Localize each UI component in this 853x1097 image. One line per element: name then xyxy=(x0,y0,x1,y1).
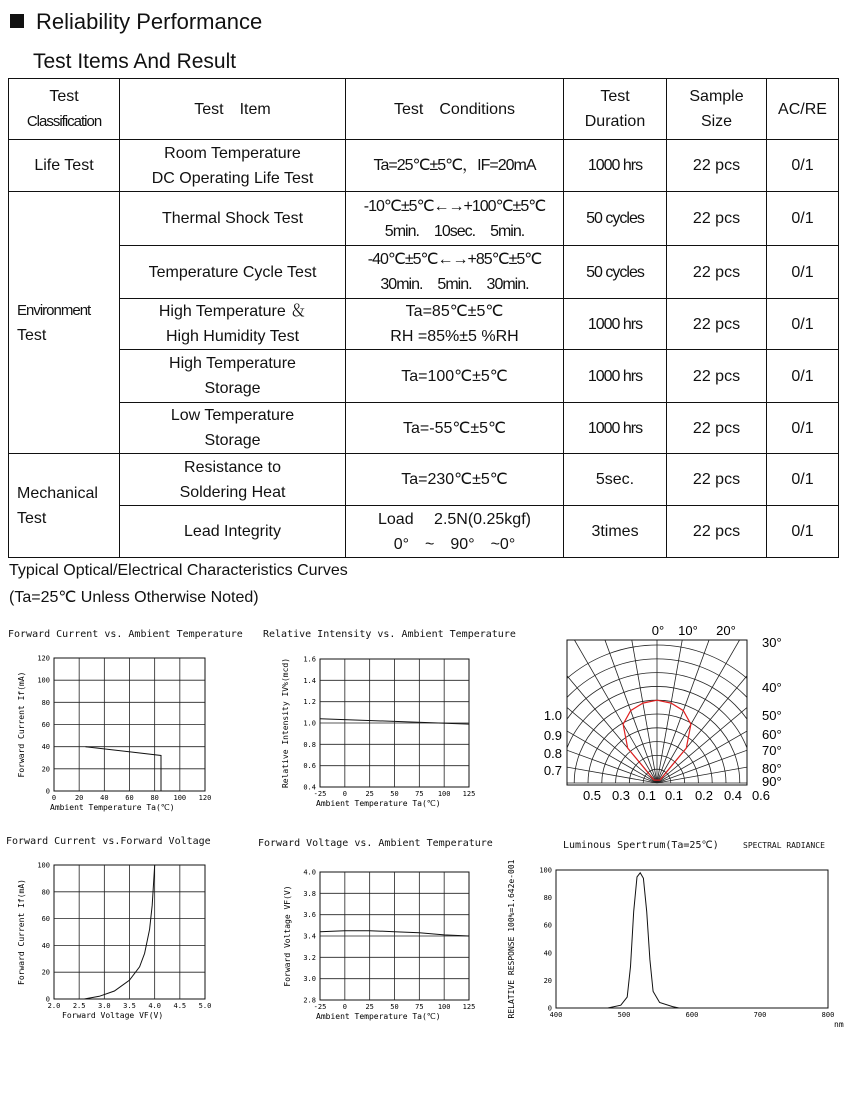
y-tick-label: 2.8 xyxy=(303,996,316,1005)
sample-size: 22 pcs xyxy=(667,140,767,192)
x-axis-label: Ambient Temperature Ta(℃) xyxy=(316,799,441,808)
x-tick-label: 5.0 xyxy=(198,1002,212,1010)
x-tick-label: 25 xyxy=(365,790,374,798)
chart-forward-current-vs-temp xyxy=(0,645,240,815)
x-tick-label: 4.5 xyxy=(173,1002,187,1010)
x-tick-label: 400 xyxy=(549,1011,563,1019)
test-item: Room Temperature DC Operating Life Test xyxy=(120,140,346,192)
radial-label: 0.8 xyxy=(543,746,562,761)
classification-mechanical: Mechanical Test xyxy=(9,454,120,558)
x-tick-label: 75 xyxy=(415,790,424,798)
sample-size: 22 pcs xyxy=(667,454,767,506)
x-tick-label: 100 xyxy=(437,790,451,798)
test-conditions: -10℃±5℃←→+100℃±5℃ 5min. 10sec. 5min. xyxy=(346,192,564,246)
test-duration: 1000 hrs xyxy=(564,140,667,192)
sample-size: 22 pcs xyxy=(667,350,767,403)
y-tick-label: 0 xyxy=(45,995,50,1004)
angle-label: 80° xyxy=(762,761,782,776)
y-tick-label: 3.8 xyxy=(303,889,316,898)
test-duration: 50 cycles xyxy=(564,192,667,246)
y-tick-label: 0.8 xyxy=(303,740,316,749)
ac-re: 0/1 xyxy=(767,299,839,350)
x-tick-label: 2.0 xyxy=(47,1002,61,1010)
y-tick-label: 1.0 xyxy=(303,719,316,728)
ac-re: 0/1 xyxy=(767,192,839,246)
chart-radiation-pattern xyxy=(530,625,780,810)
x-axis-label: Ambient Temperature Ta(℃) xyxy=(50,803,175,812)
chart-luminous-spectrum xyxy=(500,860,853,1030)
test-conditions: Ta=25℃±5℃，IF=20mA xyxy=(346,140,564,192)
header-acre: AC/RE xyxy=(767,79,839,140)
y-tick-label: 3.4 xyxy=(303,932,316,941)
y-tick-label: 3.6 xyxy=(303,911,316,920)
angle-label: 10° xyxy=(678,623,698,638)
x-tick-label: 3.0 xyxy=(98,1002,111,1010)
x-tick-label: 120 xyxy=(198,794,212,802)
series-line xyxy=(84,865,155,999)
y-tick-label: 0.4 xyxy=(303,783,316,792)
y-axis-label: Forward Current If(mA) xyxy=(17,671,26,778)
x-tick-label: -25 xyxy=(313,790,327,798)
x-tick-label: 100 xyxy=(437,1003,451,1011)
x-tick-label: 700 xyxy=(753,1011,767,1019)
table-row xyxy=(9,299,839,350)
x-tick-label: 2.5 xyxy=(72,1002,86,1010)
section-title xyxy=(10,9,262,35)
radial-label: 1.0 xyxy=(543,708,562,723)
y-tick-label: 1.4 xyxy=(303,676,316,685)
test-conditions: Ta=100℃±5℃ xyxy=(346,350,564,403)
x-tick-label: 20 xyxy=(74,794,84,802)
y-tick-label: 100 xyxy=(37,676,50,685)
test-conditions: Load 2.5N(0.25kgf) 0° ~ 90° ~0° xyxy=(346,506,564,558)
y-axis-label: Forward Voltage VF(V) xyxy=(283,885,292,987)
test-item: Resistance to Soldering Heat xyxy=(120,454,346,506)
x-tick-label: -25 xyxy=(313,1003,327,1011)
test-duration: 1000 hrs xyxy=(564,299,667,350)
test-duration: 50 cycles xyxy=(564,246,667,299)
y-tick-label: 0 xyxy=(45,787,50,796)
y-tick-label: 3.2 xyxy=(303,953,316,962)
y-tick-label: 120 xyxy=(37,654,50,663)
y-tick-label: 60 xyxy=(41,721,50,729)
x-tick-label: 800 xyxy=(821,1011,835,1019)
ac-re: 0/1 xyxy=(767,246,839,299)
x-axis-label: nm xyxy=(834,1020,844,1029)
x-axis-label: Ambient Temperature Ta(℃) xyxy=(316,1012,441,1021)
test-duration: 5sec. xyxy=(564,454,667,506)
y-tick-label: 20 xyxy=(543,976,552,985)
chart-title: Forward Current vs. Ambient Temperature xyxy=(8,629,243,640)
test-item: Temperature Cycle Test xyxy=(120,246,346,299)
classification-environment: Environment Test xyxy=(9,192,120,454)
ac-re: 0/1 xyxy=(767,506,839,558)
x-tick-label: 60 xyxy=(125,794,134,802)
header-conditions: Test Conditions xyxy=(346,79,564,140)
test-conditions: Ta=230℃±5℃ xyxy=(346,454,564,506)
sample-size: 22 pcs xyxy=(667,299,767,350)
angle-label: 20° xyxy=(716,623,736,638)
y-tick-label: 100 xyxy=(37,861,50,870)
chart-relative-intensity-vs-temp xyxy=(270,645,490,815)
chart-forward-voltage-vs-temp xyxy=(270,860,490,1030)
header-sample: Sample Size xyxy=(667,79,767,140)
y-tick-label: 3.0 xyxy=(303,975,316,984)
test-item: High Temperature Storage xyxy=(120,350,346,403)
radial-label: 0.7 xyxy=(543,763,562,778)
x-tick-label: 125 xyxy=(462,1003,476,1011)
ac-re: 0/1 xyxy=(767,454,839,506)
y-tick-label: 20 xyxy=(41,765,50,774)
sample-size: 22 pcs xyxy=(667,192,767,246)
test-conditions: Ta=-55℃±5℃ xyxy=(346,403,564,454)
y-tick-label: 40 xyxy=(543,949,552,958)
radial-label: 0.4 xyxy=(723,788,743,803)
test-item: Lead Integrity xyxy=(120,506,346,558)
angle-label: 40° xyxy=(762,680,782,695)
chart-forward-current-vs-voltage xyxy=(0,855,240,1035)
section-title-text: Reliability Performance xyxy=(36,9,263,34)
classification-life: Life Test xyxy=(9,140,120,192)
sample-size: 22 pcs xyxy=(667,246,767,299)
table-row xyxy=(9,506,839,558)
angle-label: 50° xyxy=(762,708,782,723)
test-duration: 1000 hrs xyxy=(564,403,667,454)
x-tick-label: 0 xyxy=(51,794,57,802)
x-tick-label: 4.0 xyxy=(148,1002,161,1010)
x-tick-label: 25 xyxy=(365,1003,374,1011)
angle-label: 0° xyxy=(651,623,665,638)
test-duration: 3times xyxy=(564,506,667,558)
section-subtitle: Test Items And Result xyxy=(33,50,237,73)
table-row xyxy=(9,350,839,403)
x-tick-label: 600 xyxy=(685,1011,699,1019)
test-item: High Temperature ＆ High Humidity Test xyxy=(120,299,346,350)
y-tick-label: 60 xyxy=(41,915,50,924)
y-tick-label: 60 xyxy=(543,921,552,930)
x-axis-label: Forward Voltage VF(V) xyxy=(62,1011,164,1020)
y-tick-label: 80 xyxy=(41,888,50,897)
chart-title: Forward Voltage vs. Ambient Temperature xyxy=(258,838,493,849)
curves-title: Typical Optical/Electrical Characteristics Curves xyxy=(9,562,348,579)
series-line xyxy=(608,873,679,1008)
header-classification: Test Classification xyxy=(9,79,120,140)
square-bullet-icon xyxy=(10,14,24,28)
radial-label: 0.5 xyxy=(582,788,602,803)
x-tick-label: 50 xyxy=(390,1003,399,1011)
y-tick-label: 20 xyxy=(41,968,50,977)
angle-label: 60° xyxy=(762,727,782,742)
y-tick-label: 100 xyxy=(539,866,552,875)
angle-label: 90° xyxy=(762,774,782,789)
y-tick-label: 80 xyxy=(41,698,50,707)
x-tick-label: 0 xyxy=(342,1003,347,1011)
y-tick-label: 4.0 xyxy=(303,868,316,877)
table-header-row xyxy=(9,79,839,140)
table-row xyxy=(9,192,839,246)
radial-label: 0.6 xyxy=(751,788,771,803)
header-item: Test Item xyxy=(120,79,346,140)
sample-size: 22 pcs xyxy=(667,506,767,558)
test-duration: 1000 hrs xyxy=(564,350,667,403)
test-item: Low Temperature Storage xyxy=(120,403,346,454)
ac-re: 0/1 xyxy=(767,403,839,454)
y-axis-label: Relative Intensity IV%(mcd) xyxy=(281,657,290,789)
radial-label: 0.1 xyxy=(637,788,657,803)
x-tick-label: 125 xyxy=(462,790,476,798)
x-tick-label: 80 xyxy=(150,794,159,802)
curves-note: (Ta=25℃ Unless Otherwise Noted) xyxy=(9,589,259,606)
y-tick-label: 40 xyxy=(41,743,50,752)
y-tick-label: 1.2 xyxy=(303,698,316,707)
header-duration: Test Duration xyxy=(564,79,667,140)
chart-title: Forward Current vs.Forward Voltage xyxy=(6,836,211,847)
x-tick-label: 75 xyxy=(415,1003,424,1011)
table-row xyxy=(9,403,839,454)
test-item: Thermal Shock Test xyxy=(120,192,346,246)
y-tick-label: 80 xyxy=(543,894,552,903)
test-conditions: Ta=85℃±5℃ RH =85%±5 %RH xyxy=(346,299,564,350)
angle-label: 30° xyxy=(762,635,782,650)
chart-title: Relative Intensity vs. Ambient Temperature xyxy=(263,629,516,640)
radial-label: 0.2 xyxy=(694,788,714,803)
plot-frame xyxy=(556,870,828,1008)
y-axis-label: RELATIVE RESPONSE 100%=1.642e-001 xyxy=(507,859,516,1019)
x-tick-label: 3.5 xyxy=(123,1002,136,1010)
ac-re: 0/1 xyxy=(767,350,839,403)
radial-label: 0.9 xyxy=(543,728,562,743)
y-tick-label: 40 xyxy=(41,941,50,950)
reliability-table xyxy=(8,78,839,558)
chart-subtitle: SPECTRAL RADIANCE xyxy=(743,841,825,850)
table-row xyxy=(9,246,839,299)
y-tick-label: 0.6 xyxy=(303,762,316,771)
x-tick-label: 500 xyxy=(617,1011,631,1019)
x-tick-label: 40 xyxy=(100,794,109,802)
angle-label: 70° xyxy=(762,743,782,758)
radial-label: 0.1 xyxy=(664,788,684,803)
x-tick-label: 100 xyxy=(173,794,187,802)
y-tick-label: 1.6 xyxy=(303,655,316,664)
x-tick-label: 50 xyxy=(390,790,399,798)
sample-size: 22 pcs xyxy=(667,403,767,454)
y-axis-label: Forward Current If(mA) xyxy=(17,879,26,985)
y-tick-label: 0 xyxy=(547,1004,552,1013)
radial-label: 0.3 xyxy=(611,788,631,803)
ac-re: 0/1 xyxy=(767,140,839,192)
test-conditions: -40℃±5℃←→+85℃±5℃ 30min. 5min. 30min. xyxy=(346,246,564,299)
chart-title: Luminous Spertrum(Ta=25℃) xyxy=(563,840,719,851)
table-row xyxy=(9,454,839,506)
x-tick-label: 0 xyxy=(342,790,347,798)
table-row xyxy=(9,140,839,192)
